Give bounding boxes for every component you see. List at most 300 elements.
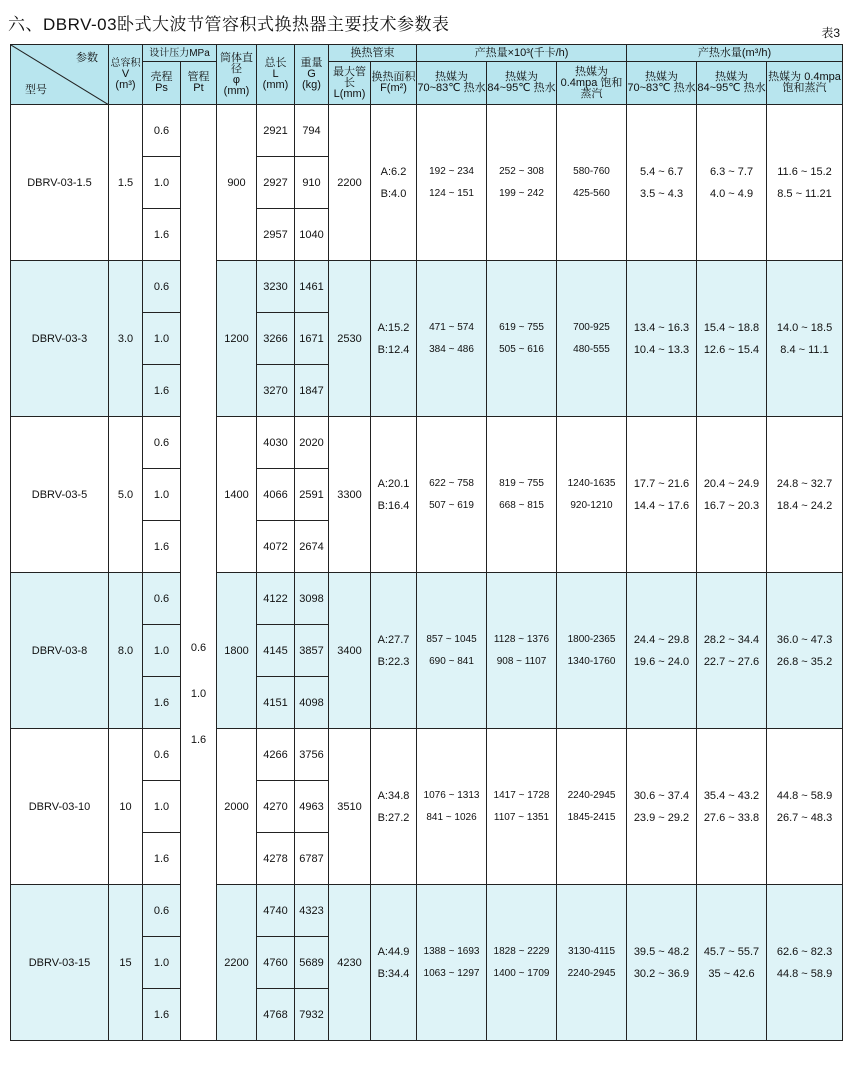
length-cell: 4278 xyxy=(257,833,295,885)
volume-title: 总容积 xyxy=(110,58,141,69)
heat-medium-2-cell-line: 1828 ~ 2229 xyxy=(493,945,550,957)
max-length-cell: 3400 xyxy=(329,573,371,729)
weight-cell: 1461 xyxy=(295,261,329,313)
shell-pressure-cell: 1.6 xyxy=(143,521,181,573)
heat-medium-3-cell xyxy=(557,105,627,261)
heat-medium-2-header: 热媒为 84~95℃ 热水 xyxy=(487,62,557,105)
heat-medium-3-cell-values xyxy=(557,785,626,829)
water-medium-2-cell-values xyxy=(697,317,766,361)
length-symbol: L xyxy=(272,68,279,80)
area-cell-line: B:16.4 xyxy=(377,499,410,512)
shell-pressure-cell: 1.6 xyxy=(143,989,181,1041)
heat-medium-1-cell-values xyxy=(417,941,486,985)
area-cell-line: A:34.8 xyxy=(377,789,410,802)
water-medium-3-cell-line: 44.8 ~ 58.9 xyxy=(776,789,833,802)
tube-symbol: Pt xyxy=(193,82,204,94)
area-cell-line: B:27.2 xyxy=(377,811,410,824)
heat-medium-3-cell-line: 1800-2365 xyxy=(567,633,616,645)
heat-medium-1-cell-values xyxy=(417,473,486,517)
water-medium-2-cell-line: 4.0 ~ 4.9 xyxy=(709,187,754,200)
table-row xyxy=(11,729,843,781)
area-cell-values xyxy=(371,785,416,829)
water-medium-2-cell-values xyxy=(697,629,766,673)
length-cell: 4072 xyxy=(257,521,295,573)
shell-pressure-cell: 1.0 xyxy=(143,469,181,521)
area-cell-line: B:34.4 xyxy=(377,967,410,980)
length-cell: 4740 xyxy=(257,885,295,937)
water-medium-3-cell-line: 26.7 ~ 48.3 xyxy=(776,811,833,824)
heat-medium-1-cell-line: 471 ~ 574 xyxy=(429,321,474,333)
heat-medium-1-cell xyxy=(417,573,487,729)
area-cell xyxy=(371,729,417,885)
water-medium-2-cell xyxy=(697,885,767,1041)
heat-medium-3-cell xyxy=(557,573,627,729)
heat-medium-3-cell-line: 1240-1635 xyxy=(567,477,616,489)
heat-medium-3-cell-line: 1845-2415 xyxy=(567,811,616,823)
heat-medium-1-header: 热媒为 70~83℃ 热水 xyxy=(417,62,487,105)
volume-cell: 1.5 xyxy=(109,105,143,261)
length-cell: 4151 xyxy=(257,677,295,729)
shell-pressure-cell: 1.6 xyxy=(143,365,181,417)
water-medium-1-cell-line: 5.4 ~ 6.7 xyxy=(639,165,684,178)
diameter-title: 筒体直径 xyxy=(220,51,253,75)
volume-cell: 5.0 xyxy=(109,417,143,573)
heat-medium-3-cell-values xyxy=(557,473,626,517)
water-medium-3-cell-values xyxy=(767,629,842,673)
length-cell: 4030 xyxy=(257,417,295,469)
water-medium-1-header: 热媒为 70~83℃ 热水 xyxy=(627,62,697,105)
heat-medium-2-cell-line: 1107 ~ 1351 xyxy=(493,811,550,823)
param-label: 参数 xyxy=(76,52,98,64)
water-medium-1-cell-values xyxy=(627,317,696,361)
max-length-title: 最大管长 xyxy=(333,65,366,89)
length-cell: 4266 xyxy=(257,729,295,781)
heat-medium-1-cell-line: 690 ~ 841 xyxy=(429,655,474,667)
max-length-cell: 4230 xyxy=(329,885,371,1041)
weight-cell: 3098 xyxy=(295,573,329,625)
length-cell: 4066 xyxy=(257,469,295,521)
heat-medium-3-cell-line: 1340-1760 xyxy=(567,655,616,667)
length-unit: (mm) xyxy=(262,79,289,91)
heat-medium-1-cell-line: 124 ~ 151 xyxy=(429,187,474,199)
water-medium-1-cell xyxy=(627,261,697,417)
heat-medium-2-cell-line: 1128 ~ 1376 xyxy=(493,633,550,645)
water-medium-3-cell-line: 44.8 ~ 58.9 xyxy=(776,967,833,980)
water-medium-3-cell-line: 18.4 ~ 24.2 xyxy=(776,499,833,512)
water-medium-2-cell-line: 27.6 ~ 33.8 xyxy=(703,811,760,824)
heat-medium-2-cell-line: 908 ~ 1107 xyxy=(496,655,547,667)
max-length-header xyxy=(329,62,371,105)
area-cell-line: B:22.3 xyxy=(377,655,410,668)
heat-medium-3-cell xyxy=(557,885,627,1041)
heat-medium-2-cell xyxy=(487,417,557,573)
water-medium-2-cell-values xyxy=(697,941,766,985)
heat-medium-3-cell xyxy=(557,417,627,573)
area-cell-line: A:20.1 xyxy=(377,477,410,490)
model-cell: DBRV-03-1.5 xyxy=(11,105,109,261)
length-cell: 4768 xyxy=(257,989,295,1041)
table-header xyxy=(11,45,843,105)
water-medium-1-cell xyxy=(627,417,697,573)
water-medium-1-cell xyxy=(627,729,697,885)
heat-medium-1-cell-values xyxy=(417,629,486,673)
area-cell xyxy=(371,885,417,1041)
water-medium-3-cell-line: 24.8 ~ 32.7 xyxy=(776,477,833,490)
weight-cell: 1671 xyxy=(295,313,329,365)
max-length-cell: 2200 xyxy=(329,105,371,261)
water-medium-2-cell-line: 20.4 ~ 24.9 xyxy=(703,477,760,490)
table-row xyxy=(11,105,843,157)
area-cell-values xyxy=(371,629,416,673)
model-cell: DBRV-03-3 xyxy=(11,261,109,417)
model-label: 型号 xyxy=(25,84,47,96)
volume-cell: 15 xyxy=(109,885,143,1041)
shell-pressure-cell: 0.6 xyxy=(143,729,181,781)
water-medium-1-cell-line: 30.6 ~ 37.4 xyxy=(633,789,690,802)
tube-pressure-value: 1.6 xyxy=(190,734,207,746)
water-medium-2-cell-line: 15.4 ~ 18.8 xyxy=(703,321,760,334)
water-medium-1-cell xyxy=(627,885,697,1041)
water-medium-1-cell-line: 14.4 ~ 17.6 xyxy=(633,499,690,512)
water-medium-2-cell-line: 16.7 ~ 20.3 xyxy=(703,499,760,512)
heat-medium-2-cell xyxy=(487,729,557,885)
length-title: 总长 xyxy=(264,57,287,69)
water-medium-3-cell-values xyxy=(767,317,842,361)
shell-pressure-cell: 1.0 xyxy=(143,313,181,365)
weight-cell: 2020 xyxy=(295,417,329,469)
diameter-cell: 900 xyxy=(217,105,257,261)
heat-medium-2-cell-line: 819 ~ 755 xyxy=(499,477,544,489)
water-medium-3-cell xyxy=(767,885,843,1041)
table-number: 表3 xyxy=(821,26,840,40)
water-medium-1-cell-line: 3.5 ~ 4.3 xyxy=(639,187,684,200)
water-medium-3-cell xyxy=(767,573,843,729)
max-length-cell: 3300 xyxy=(329,417,371,573)
heat-output-header: 产热量×10³(千卡/h) xyxy=(417,45,627,62)
area-cell xyxy=(371,105,417,261)
area-cell xyxy=(371,417,417,573)
volume-cell: 8.0 xyxy=(109,573,143,729)
volume-symbol: V xyxy=(121,68,130,80)
area-header xyxy=(371,62,417,105)
tube-pressure-value: 1.0 xyxy=(190,688,207,700)
weight-cell: 2591 xyxy=(295,469,329,521)
volume-cell: 3.0 xyxy=(109,261,143,417)
heat-medium-2-cell-line: 619 ~ 755 xyxy=(499,321,544,333)
shell-pressure-cell: 1.6 xyxy=(143,209,181,261)
exchange-tube-header: 换热管束 xyxy=(329,45,417,62)
tube-pressure-header xyxy=(181,62,217,105)
shell-pressure-cell: 0.6 xyxy=(143,573,181,625)
water-medium-2-header: 热媒为 84~95℃ 热水 xyxy=(697,62,767,105)
heat-medium-1-cell-line: 507 ~ 619 xyxy=(429,499,474,511)
shell-pressure-cell: 1.0 xyxy=(143,781,181,833)
water-medium-3-header: 热媒为 0.4mpa 饱和蒸汽 xyxy=(767,62,843,105)
heat-medium-3-cell-line: 2240-2945 xyxy=(567,967,616,979)
tube-title: 管程 xyxy=(187,71,210,83)
table-row xyxy=(11,573,843,625)
heat-medium-2-cell xyxy=(487,573,557,729)
area-cell-values xyxy=(371,473,416,517)
area-cell xyxy=(371,261,417,417)
table-row xyxy=(11,261,843,313)
heat-medium-3-cell xyxy=(557,729,627,885)
weight-unit: (kg) xyxy=(302,79,321,91)
diameter-cell: 2000 xyxy=(217,729,257,885)
water-medium-3-cell xyxy=(767,105,843,261)
max-length-cell: 3510 xyxy=(329,729,371,885)
heat-medium-3-cell-values xyxy=(557,161,626,205)
length-cell: 4122 xyxy=(257,573,295,625)
weight-cell: 6787 xyxy=(295,833,329,885)
length-cell: 2921 xyxy=(257,105,295,157)
water-medium-1-cell-values xyxy=(627,629,696,673)
area-cell-line: A:27.7 xyxy=(377,633,410,646)
water-medium-2-cell-line: 35.4 ~ 43.2 xyxy=(703,789,760,802)
heat-medium-2-cell xyxy=(487,105,557,261)
heat-medium-2-cell-line: 1400 ~ 1709 xyxy=(493,967,550,979)
heat-medium-1-cell xyxy=(417,885,487,1041)
water-medium-1-cell xyxy=(627,573,697,729)
water-medium-2-cell-values xyxy=(697,785,766,829)
design-pressure-header: 设计压力MPa xyxy=(143,45,217,62)
diameter-header xyxy=(217,45,257,105)
length-cell: 2957 xyxy=(257,209,295,261)
length-header xyxy=(257,45,295,105)
heat-medium-1-cell xyxy=(417,729,487,885)
heat-medium-3-cell-line: 2240-2945 xyxy=(567,789,616,801)
length-cell: 3266 xyxy=(257,313,295,365)
heat-medium-3-cell-line: 3130-4115 xyxy=(567,945,616,957)
heat-medium-2-cell-line: 1417 ~ 1728 xyxy=(493,789,550,801)
water-medium-3-cell-line: 62.6 ~ 82.3 xyxy=(776,945,833,958)
weight-cell: 4098 xyxy=(295,677,329,729)
heat-medium-2-cell-line: 668 ~ 815 xyxy=(499,499,544,511)
heat-medium-1-cell-values xyxy=(417,317,486,361)
diameter-unit: (mm) xyxy=(223,84,250,97)
table-row xyxy=(11,885,843,937)
heat-medium-1-cell-line: 192 ~ 234 xyxy=(429,165,474,177)
heat-medium-1-cell-line: 857 ~ 1045 xyxy=(426,633,477,645)
water-medium-1-cell-values xyxy=(627,473,696,517)
water-medium-1-cell-line: 10.4 ~ 13.3 xyxy=(633,343,690,356)
water-medium-3-cell-values xyxy=(767,941,842,985)
diameter-symbol: φ xyxy=(232,73,241,86)
area-cell-values xyxy=(371,941,416,985)
heat-medium-2-cell-values xyxy=(487,941,556,985)
water-output-header: 产热水量(m³/h) xyxy=(627,45,843,62)
diameter-cell: 1800 xyxy=(217,573,257,729)
weight-cell: 910 xyxy=(295,157,329,209)
heat-medium-1-cell-line: 1388 ~ 1693 xyxy=(423,945,480,957)
weight-title: 重量 xyxy=(300,57,323,69)
water-medium-1-cell-line: 19.6 ~ 24.0 xyxy=(633,655,690,668)
water-medium-3-cell-line: 14.0 ~ 18.5 xyxy=(776,321,833,334)
water-medium-3-cell-values xyxy=(767,785,842,829)
area-cell-values xyxy=(371,161,416,205)
length-cell: 2927 xyxy=(257,157,295,209)
water-medium-2-cell xyxy=(697,261,767,417)
shell-pressure-cell: 0.6 xyxy=(143,261,181,313)
heat-medium-2-cell-line: 252 ~ 308 xyxy=(499,165,544,177)
water-medium-2-cell-line: 12.6 ~ 15.4 xyxy=(703,343,760,356)
shell-pressure-cell: 1.6 xyxy=(143,833,181,885)
water-medium-2-cell xyxy=(697,573,767,729)
heat-medium-1-cell-values xyxy=(417,785,486,829)
diameter-cell: 2200 xyxy=(217,885,257,1041)
water-medium-1-cell-values xyxy=(627,941,696,985)
heat-medium-1-cell xyxy=(417,261,487,417)
water-medium-3-cell-line: 11.6 ~ 15.2 xyxy=(777,165,832,178)
diameter-cell: 1200 xyxy=(217,261,257,417)
water-medium-3-cell-line: 36.0 ~ 47.3 xyxy=(776,633,833,646)
max-length-cell: 2530 xyxy=(329,261,371,417)
shell-symbol: Ps xyxy=(155,82,168,94)
diameter-cell: 1400 xyxy=(217,417,257,573)
heat-medium-2-cell-line: 199 ~ 242 xyxy=(499,187,544,199)
length-cell: 3230 xyxy=(257,261,295,313)
heat-medium-3-cell-values xyxy=(557,941,626,985)
length-cell: 4760 xyxy=(257,937,295,989)
water-medium-1-cell-line: 24.4 ~ 29.8 xyxy=(633,633,690,646)
heat-medium-2-cell-values xyxy=(487,317,556,361)
model-cell: DBRV-03-5 xyxy=(11,417,109,573)
area-cell-line: B:12.4 xyxy=(377,343,410,356)
weight-symbol: G xyxy=(307,68,316,80)
weight-cell: 1040 xyxy=(295,209,329,261)
length-cell: 4270 xyxy=(257,781,295,833)
area-cell xyxy=(371,573,417,729)
heat-medium-2-cell-line: 505 ~ 616 xyxy=(499,343,544,355)
water-medium-1-cell-values xyxy=(627,785,696,829)
water-medium-2-cell xyxy=(697,729,767,885)
heat-medium-1-cell-values xyxy=(417,161,486,205)
diagonal-header-cell xyxy=(11,45,109,105)
water-medium-1-cell-line: 23.9 ~ 29.2 xyxy=(633,811,690,824)
tube-pressure-cell xyxy=(181,105,217,1041)
model-cell: DBRV-03-8 xyxy=(11,573,109,729)
area-title: 换热面积 xyxy=(371,71,416,83)
water-medium-3-cell-line: 26.8 ~ 35.2 xyxy=(776,655,833,668)
heat-medium-1-cell-line: 384 ~ 486 xyxy=(429,343,474,355)
weight-cell: 5689 xyxy=(295,937,329,989)
weight-cell: 4323 xyxy=(295,885,329,937)
water-medium-2-cell-line: 35 ~ 42.6 xyxy=(708,967,755,980)
page-title: 六、DBRV-03卧式大波节管容积式换热器主要技术参数表 xyxy=(8,15,450,34)
water-medium-1-cell-values xyxy=(627,161,696,205)
water-medium-3-cell-values xyxy=(767,473,842,517)
water-medium-2-cell-line: 28.2 ~ 34.4 xyxy=(703,633,760,646)
heat-medium-1-cell-line: 1063 ~ 1297 xyxy=(423,967,480,979)
shell-pressure-header xyxy=(143,62,181,105)
heat-medium-2-cell-values xyxy=(487,473,556,517)
area-cell-line: A:44.9 xyxy=(377,945,410,958)
heat-medium-3-header: 热媒为 0.4mpa 饱和蒸汽 xyxy=(557,62,627,105)
model-cell: DBRV-03-15 xyxy=(11,885,109,1041)
shell-pressure-cell: 0.6 xyxy=(143,885,181,937)
water-medium-1-cell-line: 13.4 ~ 16.3 xyxy=(633,321,690,334)
weight-cell: 4963 xyxy=(295,781,329,833)
water-medium-1-cell xyxy=(627,105,697,261)
heat-medium-1-cell-line: 622 ~ 758 xyxy=(429,477,474,489)
weight-header xyxy=(295,45,329,105)
max-length-unit: L(mm) xyxy=(333,87,366,100)
water-medium-2-cell-line: 45.7 ~ 55.7 xyxy=(703,945,760,958)
heat-medium-3-cell-line: 580-760 xyxy=(573,165,610,177)
heat-medium-1-cell xyxy=(417,105,487,261)
water-medium-3-cell-line: 8.5 ~ 11.21 xyxy=(777,187,832,200)
water-medium-1-cell-line: 39.5 ~ 48.2 xyxy=(633,945,690,958)
heat-medium-2-cell-values xyxy=(487,161,556,205)
length-cell: 4145 xyxy=(257,625,295,677)
heat-medium-2-cell-values xyxy=(487,785,556,829)
heat-medium-3-cell-line: 920-1210 xyxy=(570,499,613,511)
water-medium-3-cell-values xyxy=(767,161,842,205)
area-cell-line: A:15.2 xyxy=(377,321,410,334)
area-cell-line: A:6.2 xyxy=(380,165,407,178)
water-medium-2-cell-line: 22.7 ~ 27.6 xyxy=(703,655,760,668)
weight-cell: 794 xyxy=(295,105,329,157)
water-medium-2-cell xyxy=(697,417,767,573)
shell-title: 壳程 xyxy=(150,71,173,83)
table-row xyxy=(11,417,843,469)
heat-medium-3-cell-line: 480-555 xyxy=(573,343,610,355)
tube-pressure-values xyxy=(181,105,216,763)
water-medium-3-cell xyxy=(767,729,843,885)
water-medium-2-cell-values xyxy=(697,161,766,205)
volume-cell: 10 xyxy=(109,729,143,885)
heat-medium-2-cell xyxy=(487,261,557,417)
weight-cell: 2674 xyxy=(295,521,329,573)
tube-pressure-value: 0.6 xyxy=(190,642,207,654)
weight-cell: 3857 xyxy=(295,625,329,677)
heat-medium-2-cell xyxy=(487,885,557,1041)
volume-unit: (m³) xyxy=(115,79,136,91)
shell-pressure-cell: 0.6 xyxy=(143,105,181,157)
area-unit: F(m²) xyxy=(380,82,407,94)
weight-cell: 7932 xyxy=(295,989,329,1041)
water-medium-2-cell xyxy=(697,105,767,261)
heat-medium-3-cell-line: 425-560 xyxy=(573,187,610,199)
water-medium-2-cell-values xyxy=(697,473,766,517)
area-cell-line: B:4.0 xyxy=(380,187,407,200)
heat-medium-3-cell-line: 700-925 xyxy=(573,321,610,333)
shell-pressure-cell: 1.0 xyxy=(143,157,181,209)
heat-medium-3-cell-values xyxy=(557,317,626,361)
spec-table xyxy=(10,44,843,1041)
water-medium-1-cell-line: 17.7 ~ 21.6 xyxy=(633,477,690,490)
shell-pressure-cell: 1.0 xyxy=(143,937,181,989)
water-medium-2-cell-line: 6.3 ~ 7.7 xyxy=(709,165,754,178)
heat-medium-3-cell xyxy=(557,261,627,417)
shell-pressure-cell: 1.6 xyxy=(143,677,181,729)
weight-cell: 3756 xyxy=(295,729,329,781)
volume-header xyxy=(109,45,143,105)
water-medium-3-cell xyxy=(767,417,843,573)
water-medium-3-cell-line: 8.4 ~ 11.1 xyxy=(780,343,829,356)
length-cell: 3270 xyxy=(257,365,295,417)
heat-medium-2-cell-values xyxy=(487,629,556,673)
shell-pressure-cell: 0.6 xyxy=(143,417,181,469)
water-medium-1-cell-line: 30.2 ~ 36.9 xyxy=(633,967,690,980)
heat-medium-3-cell-values xyxy=(557,629,626,673)
area-cell-values xyxy=(371,317,416,361)
water-medium-3-cell xyxy=(767,261,843,417)
table-body xyxy=(11,105,843,1041)
model-cell: DBRV-03-10 xyxy=(11,729,109,885)
weight-cell: 1847 xyxy=(295,365,329,417)
heat-medium-1-cell-line: 1076 ~ 1313 xyxy=(423,789,480,801)
